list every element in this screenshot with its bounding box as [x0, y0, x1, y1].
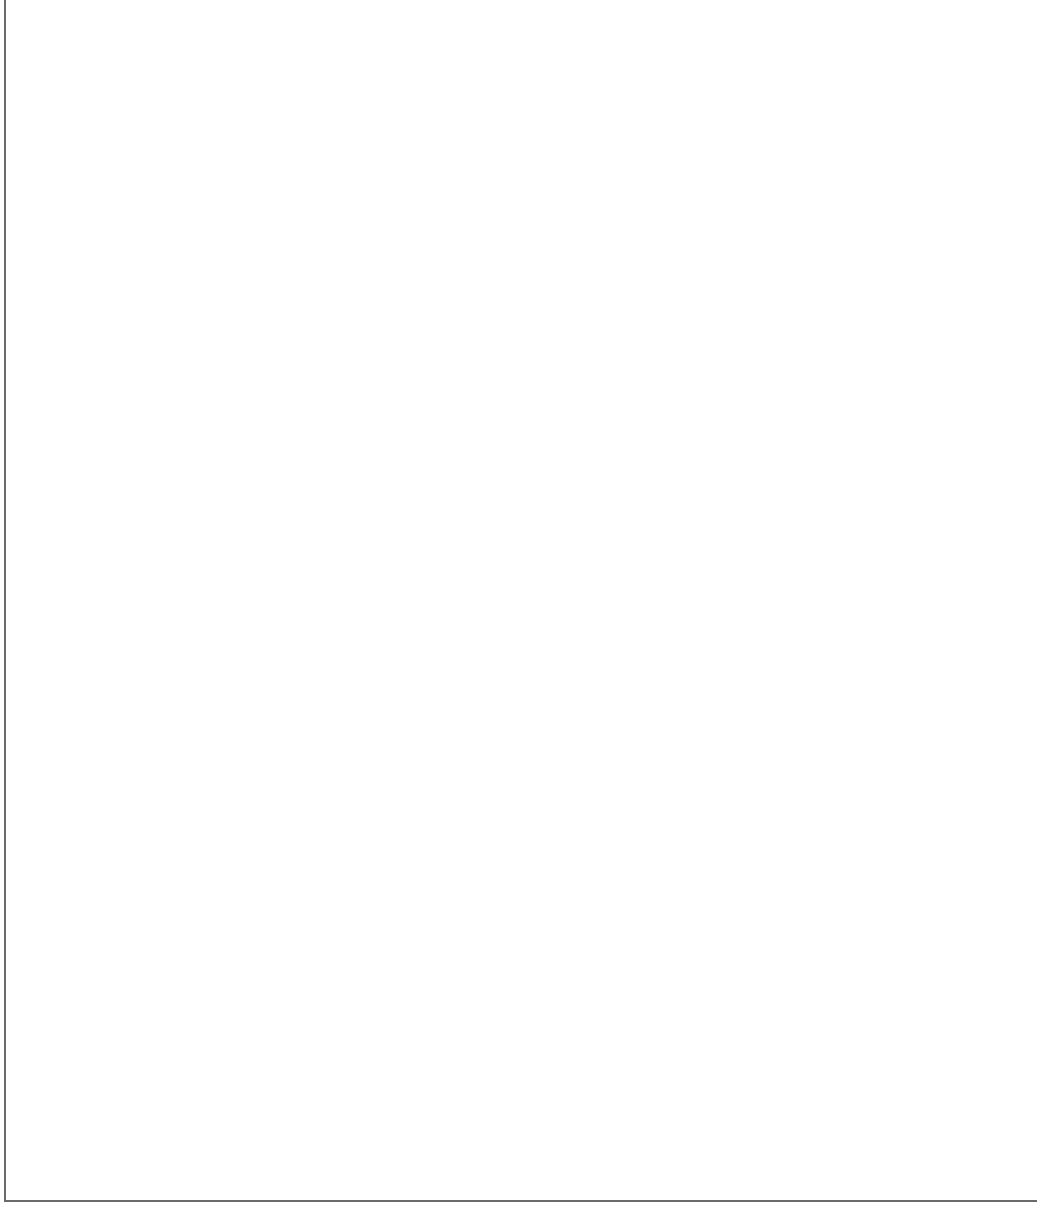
terrain-symbol-grid: [4, 0, 1037, 1202]
